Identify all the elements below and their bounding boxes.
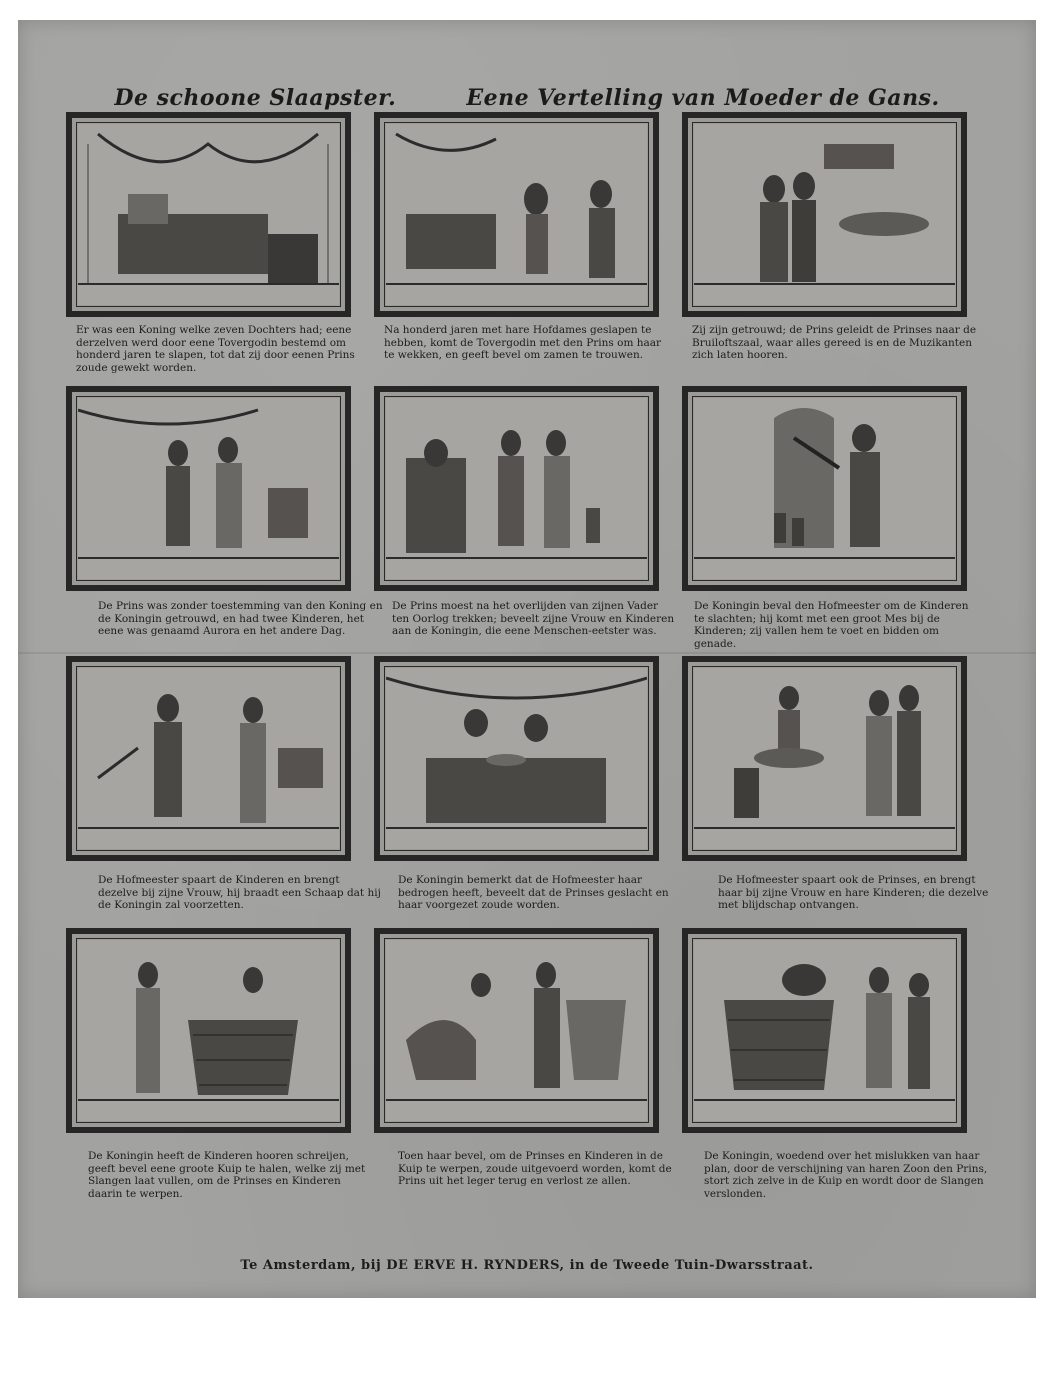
panel-caption-10: De Koningin heeft de Kinderen hooren schreijen, geeft bevel eene groote Kuip te halen, welke zij met Slangen laat vullen, om de Prinses en Kinderen daarin te werpen. [88, 1150, 366, 1200]
panel-woodcut-6 [682, 386, 967, 591]
panel-woodcut-2 [374, 112, 659, 317]
panel-woodcut-4 [66, 386, 351, 591]
panel-caption-1: Er was een Koning welke zeven Dochters had; eene derzelven werd door eene Tovergodin bestemd om honderd jaren te slapen, tot dat zij door eenen Prins zoude gewekt worden. [76, 324, 355, 374]
panel-caption-3: Zij zijn getrouwd; de Prins geleidt de Prinses naar de Bruiloftszaal, waar alles gereed is en de Muzikanten zich laten hooren. [692, 324, 977, 361]
panel-caption-7: De Hofmeester spaart de Kinderen en brengt dezelve bij zijne Vrouw, hij braadt een Schaap dat hij de Koningin zal voorzetten. [98, 874, 381, 911]
panel-woodcut-7 [66, 656, 351, 861]
panel-caption-5: De Prins moest na het overlijden van zijnen Vader ten Oorlog trekken; beveelt zijne Vrouw en Kinderen aan de Koningin, die eene Menschen-eetster was. [392, 600, 675, 637]
panel-woodcut-3 [682, 112, 967, 317]
panel-woodcut-9 [682, 656, 967, 861]
panel-caption-11: Toen haar bevel, om de Prinses en Kinderen in de Kuip te werpen, zoude uitgevoerd worden, komt de Prins uit het leger terug en verlost ze allen. [398, 1150, 672, 1187]
fold-line [18, 652, 1036, 654]
panel-caption-6: De Koningin beval den Hofmeester om de Kinderen te slachten; hij komt met een groot Mes bij de Kinderen; zij vallen hem te voet en bidden om genade. [694, 600, 969, 650]
panel-caption-8: De Koningin bemerkt dat de Hofmeester haar bedrogen heeft, beveelt dat de Prinses geslacht en haar voorgezet zoude worden. [398, 874, 669, 911]
broadsheet [18, 20, 1036, 1298]
panel-caption-9: De Hofmeester spaart ook de Prinses, en brengt haar bij zijne Vrouw en hare Kinderen; die dezelve met blijdschap ontvangen. [718, 874, 989, 911]
printer-imprint: Te Amsterdam, bij DE ERVE H. RYNDERS, in de Tweede Tuin-Dwarsstraat. [240, 1258, 814, 1273]
panel-woodcut-11 [374, 928, 659, 1133]
panel-woodcut-10 [66, 928, 351, 1133]
panel-woodcut-8 [374, 656, 659, 861]
panel-caption-2: Na honderd jaren met hare Hofdames geslapen te hebben, komt de Tovergodin met den Prins om haar te wekken, en geeft bevel om zamen te trouwen. [384, 324, 662, 361]
panel-woodcut-5 [374, 386, 659, 591]
panel-caption-4: De Prins was zonder toestemming van den Koning en de Koningin getrouwd, en had twee Kinderen, het eene was genaamd Aurora en het andere Dag. [98, 600, 383, 637]
panel-woodcut-12 [682, 928, 967, 1133]
title-right: Eene Vertelling van Moeder de Gans. [466, 85, 940, 111]
panel-caption-12: De Koningin, woedend over het mislukken van haar plan, door de verschijning van haren Zoon den Prins, stort zich zelve in de Kuip en wordt door de Slangen verslonden. [704, 1150, 988, 1200]
panel-woodcut-1 [66, 112, 351, 317]
title-left: De schoone Slaapster. [114, 85, 397, 111]
